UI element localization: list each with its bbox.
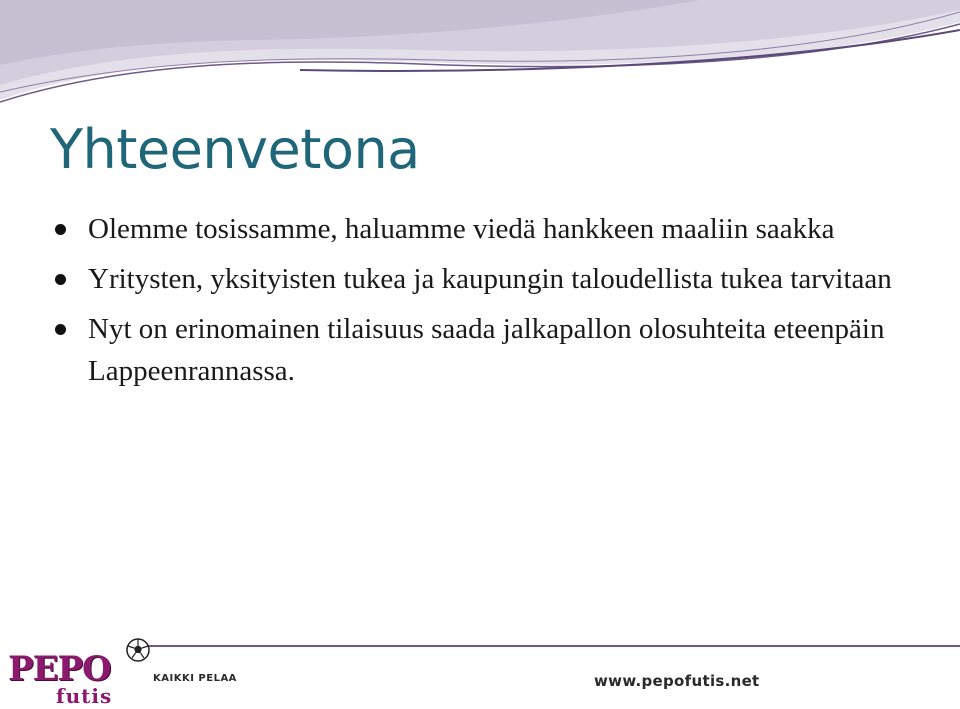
bullet-dot-icon: [55, 324, 66, 335]
bullet-dot-icon: [55, 274, 66, 285]
bullet-text: Yritysten, yksityisten tukea ja kaupungin taloudellista tukea tarvitaan: [88, 263, 892, 295]
bullet-list: [50, 208, 920, 400]
logo-text-main: PEPO: [8, 649, 111, 689]
slide-title: Yhteenvetona: [50, 118, 420, 181]
footer-website: www.pepofutis.net: [594, 672, 760, 690]
bullet-text: Olemme tosissamme, haluamme viedä hankkeen maaliin saakka: [88, 213, 835, 245]
pepo-futis-logo: [8, 636, 158, 708]
bullet-item: [50, 208, 920, 250]
footer-tagline: KAIKKI PELAA: [153, 673, 237, 684]
bullet-text: Nyt on erinomainen tilaisuus saada jalkapallon olosuhteita eteenpäin Lappeenrannassa.: [88, 313, 885, 387]
bullet-item: [50, 308, 920, 392]
bullet-item: [50, 258, 920, 300]
logo-text-sub: futis: [56, 684, 113, 708]
header-swoosh-decoration: [0, 0, 960, 110]
soccer-ball-icon: [126, 638, 150, 662]
bullet-dot-icon: [55, 224, 66, 235]
footer-divider: [140, 645, 960, 647]
